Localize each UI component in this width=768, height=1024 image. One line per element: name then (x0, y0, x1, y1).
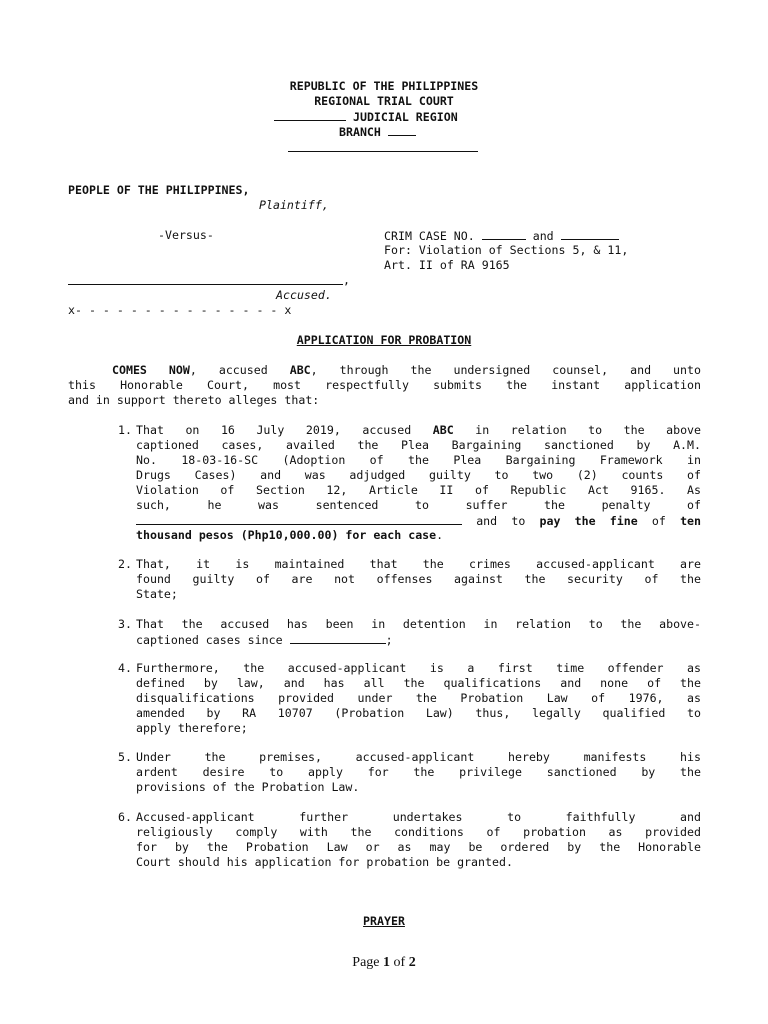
item-3-line-2 (136, 632, 701, 647)
detention-date-blank (290, 632, 386, 644)
item-2-number: 2. (118, 557, 132, 571)
item-1-amount-b: thousand pesos (Php10,000.00) for each case (136, 528, 437, 542)
accused-name-blank (68, 284, 343, 285)
intro-text-b: , through the undersigned counsel, and unto (310, 363, 701, 377)
item-1-number: 1. (118, 423, 132, 437)
item-4-line-5: apply therefore; (136, 721, 248, 735)
item-3-line-1: That the accused has been in detention in relation to the above- (136, 617, 701, 631)
plaintiff-role: Plaintiff, (259, 198, 329, 212)
item-6-paragraph (136, 810, 701, 870)
intro-paragraph (68, 363, 701, 408)
plaintiff-name: PEOPLE OF THE PHILIPPINES, (68, 183, 250, 197)
item-1-accused-name: ABC (432, 423, 454, 437)
intro-line-1 (68, 363, 701, 378)
item-6-number: 6. (118, 810, 132, 824)
prayer-heading: PRAYER (363, 914, 405, 928)
case-no-label: CRIM CASE NO. (384, 229, 475, 243)
item-6-line-2: religiously comply with the conditions of probation as provided (136, 825, 701, 839)
footer-page-current: 1 (383, 955, 391, 970)
item-2-paragraph (136, 557, 701, 602)
item-4-line-4: amended by RA 10707 (Probation Law) thus, legally qualified to (136, 706, 701, 720)
case-no-blank-2 (561, 228, 619, 240)
header-republic: REPUBLIC OF THE PHILIPPINES (289, 79, 479, 93)
item-4-line-2: defined by law, and has all the qualifications and none of the (136, 676, 701, 690)
item-1-line-5: Violation of Section 12, Article II of Republic Act 9165. As (136, 483, 701, 497)
item-1-line-3: No. 18-03-16-SC (Adoption of the Plea Bargaining Framework in (136, 453, 701, 467)
item-1-line-8 (136, 528, 701, 543)
item-1-line-6: such, he was sentenced to suffer the penalty of (136, 498, 701, 512)
header-region (274, 109, 458, 125)
item-1-line-7 (136, 513, 701, 528)
item-1-paragraph (136, 423, 701, 543)
versus-label: -Versus- (158, 228, 214, 242)
document-title: APPLICATION FOR PROBATION (296, 333, 472, 347)
branch-blank (388, 124, 416, 136)
header-branch-label: BRANCH (339, 125, 381, 139)
item-5-paragraph (136, 750, 701, 795)
item-3-number: 3. (118, 617, 132, 631)
item-1-text-b: in relation to the above (475, 423, 702, 437)
item-6-line-1: Accused-applicant further undertakes to faithfully and (136, 810, 701, 824)
header-court: REGIONAL TRIAL COURT (314, 94, 454, 108)
item-3-paragraph (136, 617, 701, 647)
accused-comma: , (343, 273, 350, 287)
intro-text-a: , accused (189, 363, 290, 377)
intro-line-2: this Honorable Court, most respectfully submits the instant application (68, 378, 701, 392)
item-1-line-1 (136, 423, 701, 438)
violation-line-2: Art. II of RA 9165 (384, 258, 510, 272)
header-rule (288, 151, 478, 152)
case-number-line (384, 228, 619, 244)
item-6-line-4: Court should his application for probation be granted. (136, 855, 513, 869)
item-5-line-3: provisions of the Probation Law. (136, 780, 360, 794)
item-5-line-2: ardent desire to apply for the privilege sanctioned by the (136, 765, 701, 779)
item-1-text-c: and to (476, 514, 526, 528)
header-region-label: JUDICIAL REGION (352, 110, 458, 124)
intro-comes-now: COMES NOW (112, 363, 190, 377)
caption-separator: x- - - - - - - - - - - - - - - x (68, 303, 292, 317)
item-1-text-a: That on 16 July 2019, accused (136, 423, 412, 437)
intro-line-3: and in support thereto alleges that: (68, 393, 320, 407)
region-blank (274, 109, 346, 121)
item-4-line-3: disqualifications provided under the Probation Law of 1976, as (136, 691, 701, 705)
accused-role: Accused. (276, 288, 332, 302)
item-3-text: captioned cases since (136, 633, 283, 647)
item-1-line-4: Drugs Cases) and was adjudged guilty to two (2) counts of (136, 468, 701, 482)
item-4-line-1: Furthermore, the accused-applicant is a first time offender as (136, 661, 701, 675)
item-3-semicolon: ; (385, 633, 393, 647)
item-4-number: 4. (118, 661, 132, 675)
item-1-line-2: captioned cases, availed the Plea Bargaining sanctioned by A.M. (136, 438, 701, 452)
case-and-label: and (532, 229, 554, 243)
item-4-paragraph (136, 661, 701, 736)
footer-page-total: 2 (408, 955, 416, 970)
case-no-blank-1 (482, 228, 526, 240)
intro-accused-name: ABC (289, 363, 311, 377)
item-5-line-1: Under the premises, accused-applicant hereby manifests his (136, 750, 701, 764)
item-1-amount-a: ten (680, 514, 702, 528)
item-1-text-d: of (651, 514, 666, 528)
item-1-period: . (436, 528, 444, 542)
item-2-line-3: State; (136, 587, 178, 601)
penalty-blank (136, 513, 462, 525)
item-6-line-3: for by the Probation Law or as may be ordered by the Honorable (136, 840, 701, 854)
item-1-fine: pay the fine (539, 514, 638, 528)
item-2-line-1: That, it is maintained that the crimes accused-applicant are (136, 557, 701, 571)
item-5-number: 5. (118, 750, 132, 764)
violation-line-1: For: Violation of Sections 5, & 11, (384, 243, 629, 257)
item-2-line-2: found guilty of are not offenses against the security of the (136, 572, 701, 586)
footer-of-label: of (393, 955, 406, 970)
page-footer (0, 954, 768, 972)
footer-page-label: Page (352, 955, 380, 970)
header-branch (339, 124, 416, 140)
